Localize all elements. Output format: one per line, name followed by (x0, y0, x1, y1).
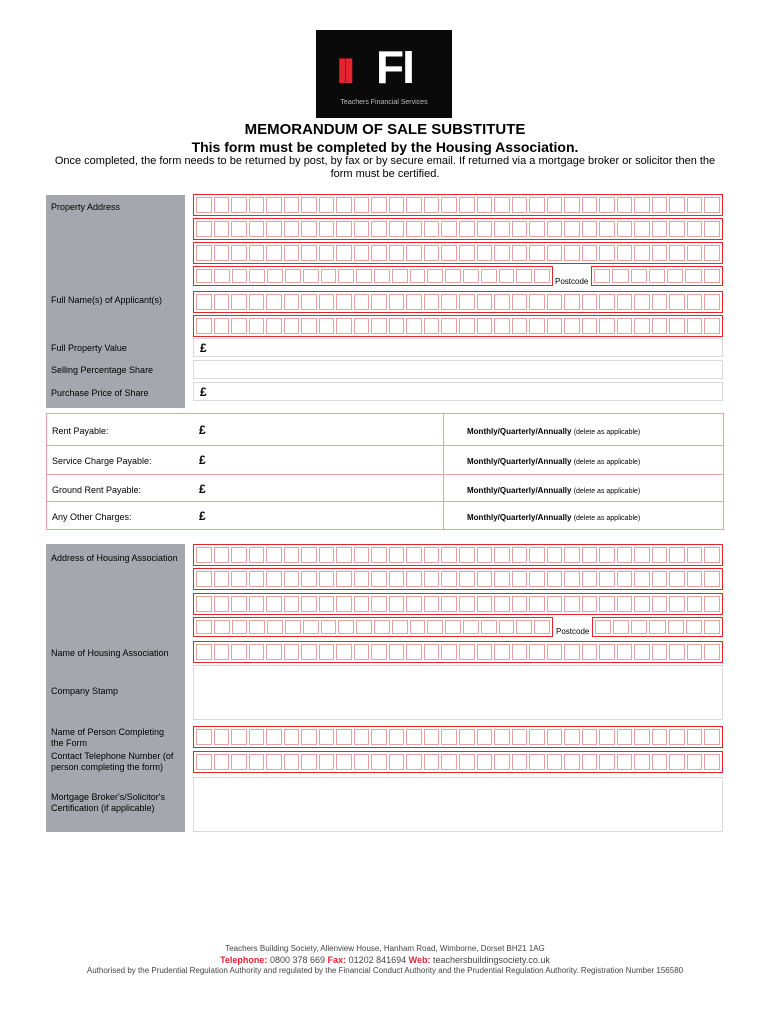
charge-label: Ground Rent Payable: (52, 485, 142, 495)
form-subtitle: This form must be completed by the Housing Association. (191, 139, 579, 155)
full-value-input[interactable] (193, 338, 723, 357)
property-address-line-2[interactable] (193, 218, 723, 240)
ha-postcode-input[interactable] (592, 617, 723, 637)
broker-cert-label: Mortgage Broker's/Solicitor's Certification (if applicable) (51, 792, 165, 813)
tel-label: Telephone: (220, 955, 268, 965)
charge-label: Service Charge Payable: (52, 456, 152, 466)
charge-label: Any Other Charges: (52, 512, 132, 522)
instructions: Once completed, the form needs to be returned by post, by fax or by secure email. If returned via a mortgage broker or solicitor then the form must be certified. (54, 155, 716, 180)
web-link[interactable]: teachersbuildingsociety.co.uk (433, 955, 550, 965)
purchase-price-input[interactable] (193, 382, 723, 401)
ha-address-line-1[interactable] (193, 544, 723, 566)
web-label: Web: (408, 955, 431, 965)
charge-row[interactable] (47, 445, 723, 475)
property-address-label: Property Address (51, 202, 121, 212)
property-address-line-3[interactable] (193, 242, 723, 264)
logo-mark-red: ıı (336, 41, 350, 93)
currency-symbol: £ (200, 385, 207, 399)
ha-address-line-3[interactable] (193, 593, 723, 615)
applicants-line-2[interactable] (193, 315, 723, 337)
charge-frequency: Monthly/Quarterly/Annually (delete as applicable) (467, 486, 641, 495)
applicants-line-1[interactable] (193, 291, 723, 313)
ha-address-line-2[interactable] (193, 568, 723, 590)
currency-symbol: £ (200, 341, 207, 355)
charge-frequency: Monthly/Quarterly/Annually (delete as applicable) (467, 513, 641, 522)
ha-postcode-label: Postcode (556, 627, 590, 636)
company-stamp-label: Company Stamp (51, 686, 119, 696)
form-title: MEMORANDUM OF SALE SUBSTITUTE (244, 121, 526, 138)
person-completing-input[interactable] (193, 726, 723, 748)
footer-contact (0, 955, 770, 965)
currency-symbol: £ (199, 453, 206, 467)
person-completing-label: Name of Person Completing the Form (51, 727, 165, 748)
property-address-line-4[interactable] (193, 266, 553, 286)
property-postcode-input[interactable] (591, 266, 723, 286)
footer-regulation: Authorised by the Prudential Regulation Authority and regulated by the Financial Conduct Authority and the Prudential Regulation Authority. Registration Number 156580 (86, 966, 684, 975)
full-value-label: Full Property Value (51, 343, 127, 353)
footer-address: Teachers Building Society, Allenview House, Hanham Road, Wimborne, Dorset BH21 1AG (225, 944, 545, 953)
logo-mark: FI (376, 41, 413, 93)
purchase-price-label: Purchase Price of Share (51, 388, 149, 398)
ha-name-input[interactable] (193, 641, 723, 663)
broker-cert-box[interactable] (193, 777, 723, 832)
currency-symbol: £ (199, 509, 206, 523)
currency-symbol: £ (199, 482, 206, 496)
charges-table (46, 413, 724, 530)
charge-row[interactable] (47, 474, 723, 504)
contact-phone-label: Contact Telephone Number (of person completing the form) (51, 751, 174, 772)
charge-frequency: Monthly/Quarterly/Annually (delete as applicable) (467, 457, 641, 466)
ha-name-label: Name of Housing Association (51, 648, 169, 658)
logo (316, 30, 452, 118)
contact-phone-input[interactable] (193, 751, 723, 773)
ha-address-label: Address of Housing Association (51, 553, 178, 563)
tel-number: 0800 378 669 (269, 955, 326, 965)
property-address-line-1[interactable] (193, 194, 723, 216)
property-postcode-label: Postcode (555, 277, 589, 286)
fax-number: 01202 841694 (348, 955, 407, 965)
currency-symbol: £ (199, 423, 206, 437)
charge-row[interactable] (47, 416, 723, 445)
charge-frequency: Monthly/Quarterly/Annually (delete as applicable) (467, 427, 641, 436)
selling-share-label: Selling Percentage Share (51, 365, 154, 375)
fax-label: Fax: (327, 955, 347, 965)
ha-address-line-4[interactable] (193, 617, 553, 637)
charge-label: Rent Payable: (52, 426, 109, 436)
company-stamp-box[interactable] (193, 665, 723, 720)
applicants-label: Full Name(s) of Applicant(s) (51, 295, 163, 305)
selling-share-input[interactable] (193, 360, 723, 379)
logo-tagline: Teachers Financial Services (340, 99, 428, 106)
charge-row[interactable] (47, 501, 723, 531)
